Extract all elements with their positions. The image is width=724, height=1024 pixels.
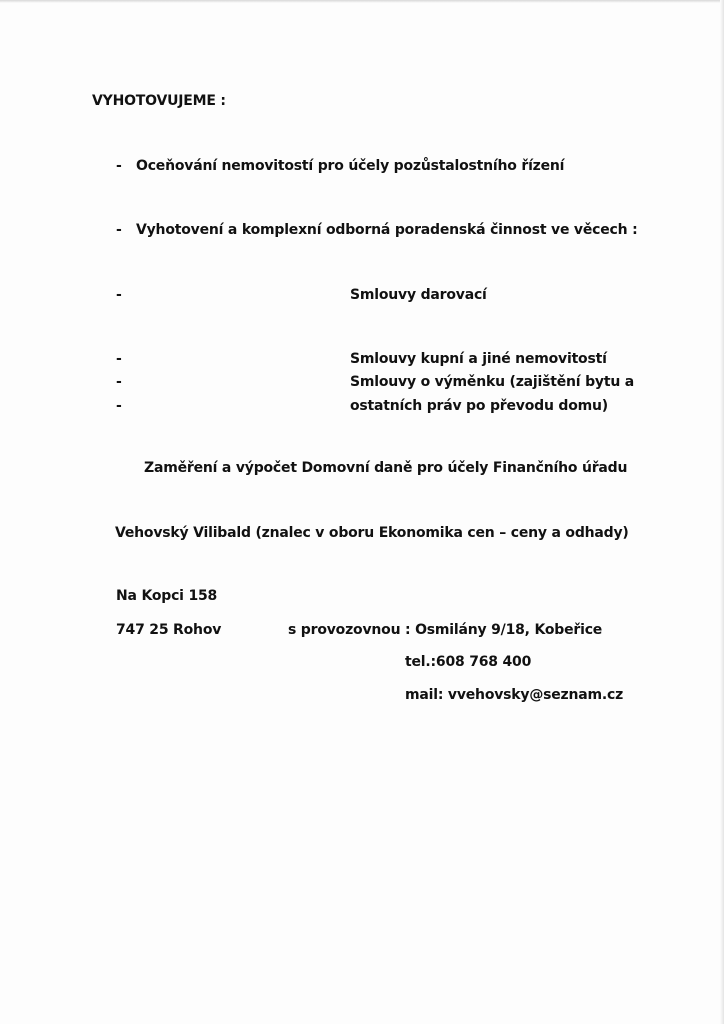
tax-line: Zaměření a výpočet Domovní daně pro účely Finančního úřadu (144, 460, 628, 476)
scan-edge-top (0, 0, 724, 3)
dash-service-1: - (116, 158, 122, 174)
service-valuation: Oceňování nemovitostí pro účely pozůstalostního řízení (136, 158, 565, 174)
contract-retirement-cont: ostatních práv po převodu domu) (350, 398, 608, 414)
dash-contract-2: - (116, 351, 122, 367)
expert-line: Vehovský Vilibald (znalec v oboru Ekonomika cen – ceny a odhady) (115, 525, 629, 541)
phone: tel.:608 768 400 (405, 654, 532, 670)
dash-service-2: - (116, 222, 122, 238)
scan-edge-right (720, 0, 724, 1024)
contract-gift: Smlouvy darovací (350, 287, 487, 303)
address-street: Na Kopci 158 (116, 588, 218, 604)
dash-contract-1: - (116, 287, 122, 303)
dash-contract-3: - (116, 374, 122, 390)
office-address: s provozovnou : Osmilány 9/18, Kobeřice (288, 622, 603, 638)
heading: VYHOTOVUJEME : (92, 93, 226, 109)
service-consulting: Vyhotovení a komplexní odborná poradenská činnost ve věcech : (136, 222, 638, 238)
contract-retirement: Smlouvy o výměnku (zajištění bytu a (350, 374, 635, 390)
dash-contract-4: - (116, 398, 122, 414)
contract-purchase: Smlouvy kupní a jiné nemovitostí (350, 351, 607, 367)
email: mail: vvehovsky@seznam.cz (405, 687, 624, 703)
address-city: 747 25 Rohov (116, 622, 222, 638)
